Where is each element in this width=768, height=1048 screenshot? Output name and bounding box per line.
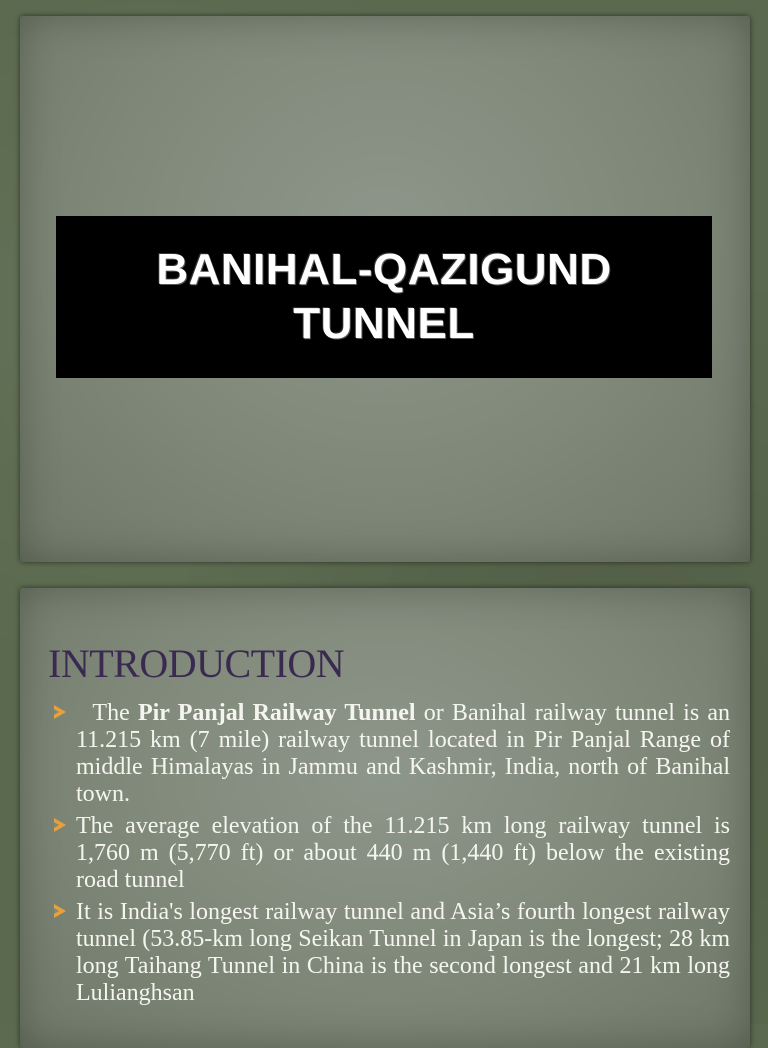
slide-title-line-2: TUNNEL xyxy=(293,299,475,348)
arrow-bullet-icon xyxy=(54,904,66,918)
section-heading: INTRODUCTION xyxy=(48,641,345,686)
bullet-1-post: or Banihal railway tunnel is an 11.215 km (7 mile) railway tunnel located in Pir Panjal Range of middle Himalayas in Jammu and Kashmir, India, north of Banihal town. xyxy=(76,700,731,807)
bullet-item-1 xyxy=(50,700,730,808)
title-slide xyxy=(20,16,750,562)
bullet-item-3 xyxy=(50,899,730,1007)
arrow-bullet-icon xyxy=(54,818,66,832)
introduction-slide xyxy=(20,588,750,1048)
slide-title xyxy=(156,243,611,351)
title-box xyxy=(56,216,712,378)
bullet-list xyxy=(50,700,730,1012)
bullet-2-text: The average elevation of the 11.215 km long railway tunnel is 1,760 m (5,770 ft) or about 440 m (1,440 ft) below the existing road tunnel xyxy=(76,813,730,893)
bullet-1-bold: Pir Panjal Railway Tunnel xyxy=(137,700,416,726)
bullet-item-2 xyxy=(50,813,730,894)
bullet-1-pre: The xyxy=(76,700,138,726)
arrow-bullet-icon xyxy=(54,705,66,719)
slide-title-line-1: BANIHAL-QAZIGUND xyxy=(156,245,612,294)
bullet-3-text: It is India's longest railway tunnel and Asia’s fourth longest railway tunnel (53.85-km long Seikan Tunnel in Japan is the longest; 28 km long Taihang Tunnel in China is the second longest and 21 km long Lulianghsan xyxy=(76,899,730,1006)
